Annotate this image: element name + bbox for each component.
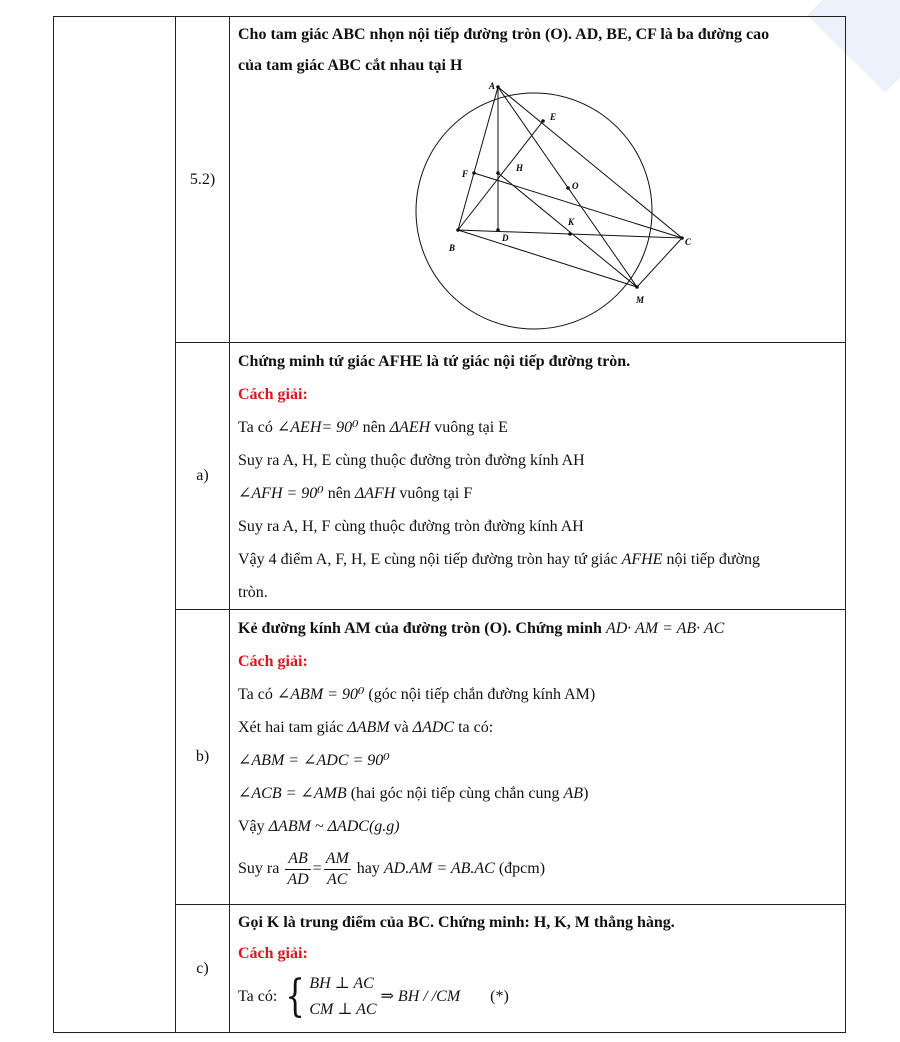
denominator: AD bbox=[287, 870, 309, 888]
point-label-b: B bbox=[449, 243, 456, 253]
text: Vậy bbox=[238, 818, 265, 835]
point-label-o: O bbox=[572, 181, 579, 191]
part-a-line-4: Suy ra A, H, F cùng thuộc đường tròn đường kính AH bbox=[238, 518, 584, 535]
part-b-method: Cách giải: bbox=[238, 653, 308, 670]
part-a-line-5 bbox=[238, 543, 839, 576]
math: ⇒ BH / /CM bbox=[380, 988, 461, 1005]
text: Ta có: bbox=[238, 988, 278, 1005]
intro-cell bbox=[230, 17, 846, 343]
system-line-2: CM ⊥ AC bbox=[309, 1001, 377, 1019]
part-a-line-2: Suy ra A, H, E cùng thuộc đường tròn đường kính AH bbox=[238, 452, 585, 469]
system-line-1: BH ⊥ AC bbox=[309, 975, 374, 993]
text: Ta có bbox=[238, 419, 273, 436]
fraction-ab-ad bbox=[285, 849, 310, 890]
point-label-a: A bbox=[489, 81, 496, 91]
part-b-line-4 bbox=[238, 777, 839, 810]
text: ) bbox=[583, 785, 589, 802]
row-label-c: c) bbox=[176, 905, 230, 1033]
text: hay bbox=[356, 860, 380, 877]
text: Xét hai tam giác bbox=[238, 719, 344, 736]
part-b-cell bbox=[230, 610, 846, 905]
math: AD.AM = AB.AC bbox=[383, 860, 495, 877]
part-b-line-2 bbox=[238, 711, 839, 744]
math: ΔAEH bbox=[389, 419, 431, 436]
math: ΔAFH bbox=[354, 485, 396, 502]
math: AB bbox=[563, 785, 584, 802]
part-a-line-1 bbox=[238, 411, 839, 444]
math: ΔADC bbox=[412, 719, 455, 736]
math: ∠ABM = ∠ADC = 90⁰ bbox=[238, 752, 390, 769]
text: Kẻ đường kính AM của đường tròn (O). Chứng minh bbox=[238, 620, 602, 637]
part-a-method: Cách giải: bbox=[238, 386, 308, 403]
part-a-line-6: tròn. bbox=[238, 584, 268, 601]
point-label-d: D bbox=[502, 233, 509, 243]
part-b-line-3 bbox=[238, 744, 839, 777]
text: (hai góc nội tiếp cùng chắn cung bbox=[350, 785, 560, 802]
equation-tag: (*) bbox=[490, 988, 509, 1005]
point-label-k: K bbox=[568, 217, 575, 227]
math: ∠AEH= 90⁰ bbox=[276, 419, 359, 436]
part-b-line-1 bbox=[238, 678, 839, 711]
point-label-e: E bbox=[550, 112, 557, 122]
text: nên bbox=[362, 419, 386, 436]
row-label-b: b) bbox=[176, 610, 230, 905]
fraction-am-ac bbox=[324, 849, 351, 890]
intro-line-1: Cho tam giác ABC nhọn nội tiếp đường tròn (O). AD, BE, CF là ba đường cao bbox=[238, 26, 770, 43]
geometry-figure bbox=[400, 81, 720, 333]
text: ta có: bbox=[458, 719, 494, 736]
math: ∠AFH = 90⁰ bbox=[238, 485, 324, 502]
text: nên bbox=[327, 485, 351, 502]
text: vuông tại F bbox=[399, 485, 473, 502]
part-a-title: Chứng minh tứ giác AFHE là tứ giác nội tiếp đường tròn. bbox=[238, 353, 631, 370]
point-label-m: M bbox=[636, 295, 645, 305]
brace-icon: { bbox=[285, 971, 306, 1023]
part-a-line-3 bbox=[238, 477, 839, 510]
part-c-cell bbox=[230, 905, 846, 1033]
text: Vậy 4 điểm A, F, H, E cùng nội tiếp đường tròn hay tứ giác bbox=[238, 551, 618, 568]
text: và bbox=[393, 719, 409, 736]
denominator: AC bbox=[327, 870, 348, 888]
part-c-line-1 bbox=[238, 969, 839, 1025]
math: ∠ACB = ∠AMB bbox=[238, 785, 347, 802]
part-c-title: Gọi K là trung điểm của BC. Chứng minh: H, K, M thẳng hàng. bbox=[238, 914, 675, 931]
part-b-title bbox=[238, 612, 839, 645]
text: Suy ra bbox=[238, 860, 280, 877]
text: vuông tại E bbox=[434, 419, 508, 436]
text: (góc nội tiếp chắn đường kính AM) bbox=[368, 686, 596, 703]
text: nội tiếp đường bbox=[666, 551, 761, 568]
numerator: AB bbox=[285, 849, 310, 870]
left-margin-cell bbox=[54, 17, 176, 1033]
point-label-f: F bbox=[462, 169, 469, 179]
numerator: AM bbox=[324, 849, 351, 870]
point-label-c: C bbox=[685, 237, 692, 247]
math: AFHE bbox=[621, 551, 663, 568]
row-label-5-2: 5.2) bbox=[176, 17, 230, 343]
part-c-method: Cách giải: bbox=[238, 945, 308, 962]
part-b-line-6: Suy ra $\frac{AB}{AD}$ = $\frac{AM}{AC}$ hay AD.AM = AB.AC (đpcm) bbox=[238, 849, 546, 888]
math: ΔABM ~ ΔADC(g.g) bbox=[268, 818, 400, 835]
row-intro bbox=[54, 17, 846, 343]
part-b-line-5 bbox=[238, 810, 839, 843]
math: AD· AM = AB· AC bbox=[605, 620, 725, 637]
intro-line-2: của tam giác ABC cắt nhau tại H bbox=[238, 57, 463, 74]
point-label-h: H bbox=[516, 163, 524, 173]
row-label-a: a) bbox=[176, 343, 230, 610]
solution-table bbox=[53, 16, 846, 1033]
text: (đpcm) bbox=[498, 860, 546, 877]
part-a-cell bbox=[230, 343, 846, 610]
math: ∠ABM = 90⁰ bbox=[276, 686, 365, 703]
equation-system bbox=[281, 971, 376, 1023]
text: Ta có bbox=[238, 686, 273, 703]
math: ΔABM bbox=[347, 719, 390, 736]
